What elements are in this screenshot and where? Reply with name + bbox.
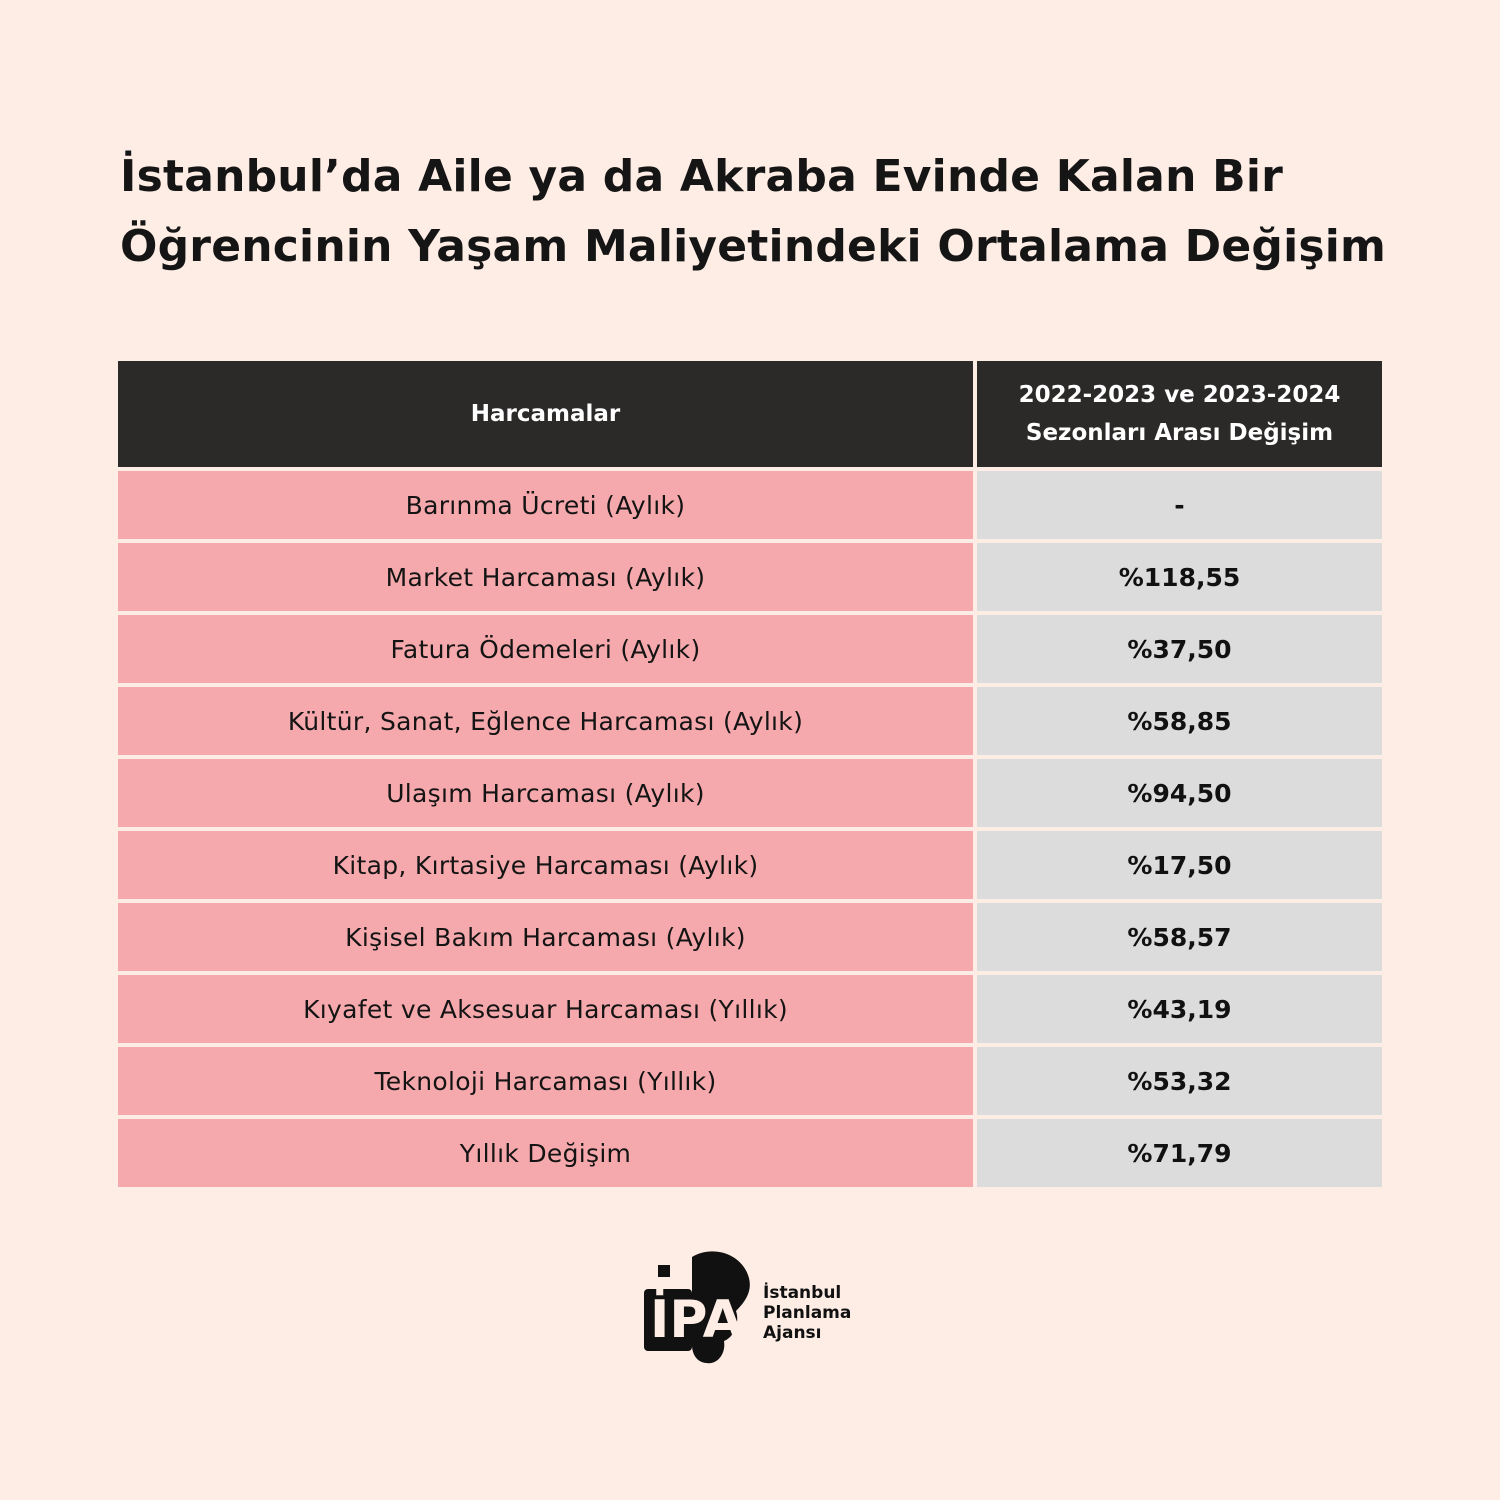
table-row: [118, 831, 1382, 903]
table-row: [118, 1047, 1382, 1119]
table-row: [118, 471, 1382, 543]
svg-text:İPA: İPA: [650, 1290, 743, 1350]
table-row: [118, 1119, 1382, 1191]
table-header-row: [118, 361, 1382, 471]
row-value: %118,55: [977, 543, 1382, 615]
logo-line-1: İstanbul: [763, 1283, 842, 1303]
logo-line-3: Ajansı: [763, 1323, 822, 1343]
row-label: Barınma Ücreti (Aylık): [118, 471, 977, 543]
row-label: Yıllık Değişim: [118, 1119, 977, 1191]
table-row: [118, 975, 1382, 1047]
row-label: Kültür, Sanat, Eğlence Harcaması (Aylık): [118, 687, 977, 759]
row-label: Market Harcaması (Aylık): [118, 543, 977, 615]
title-line-1: İstanbul’da Aile ya da Akraba Evinde Kalan Bir: [120, 151, 1284, 202]
row-value: %58,85: [977, 687, 1382, 759]
ipa-logo: [640, 1245, 870, 1370]
row-label: Teknoloji Harcaması (Yıllık): [118, 1047, 977, 1119]
row-value: %71,79: [977, 1119, 1382, 1191]
row-value: %53,32: [977, 1047, 1382, 1119]
cost-change-table: [118, 361, 1382, 1191]
row-label: Ulaşım Harcaması (Aylık): [118, 759, 977, 831]
header-expenses: Harcamalar: [118, 361, 977, 471]
row-value: %43,19: [977, 975, 1382, 1047]
header-change-line-2: Sezonları Arası Değişim: [1025, 420, 1334, 446]
header-change-line-1: 2022-2023 ve 2023-2024: [1018, 382, 1341, 408]
table-row: [118, 615, 1382, 687]
title-line-2: Öğrencinin Yaşam Maliyetindeki Ortalama Değişim: [120, 221, 1387, 272]
row-value: %94,50: [977, 759, 1382, 831]
row-value: %17,50: [977, 831, 1382, 903]
table-row: [118, 543, 1382, 615]
ipa-logo-mark-icon: [640, 1245, 760, 1370]
row-label: Fatura Ödemeleri (Aylık): [118, 615, 977, 687]
header-change: [977, 361, 1382, 471]
logo-line-2: Planlama: [763, 1303, 852, 1323]
table-row: [118, 903, 1382, 975]
table-row: [118, 687, 1382, 759]
row-label: Kişisel Bakım Harcaması (Aylık): [118, 903, 977, 975]
row-value: %58,57: [977, 903, 1382, 975]
row-value: -: [977, 471, 1382, 543]
table-row: [118, 759, 1382, 831]
row-label: Kitap, Kırtasiye Harcaması (Aylık): [118, 831, 977, 903]
ipa-logo-text: [763, 1283, 851, 1343]
page-title: [120, 142, 1420, 282]
row-label: Kıyafet ve Aksesuar Harcaması (Yıllık): [118, 975, 977, 1047]
row-value: %37,50: [977, 615, 1382, 687]
